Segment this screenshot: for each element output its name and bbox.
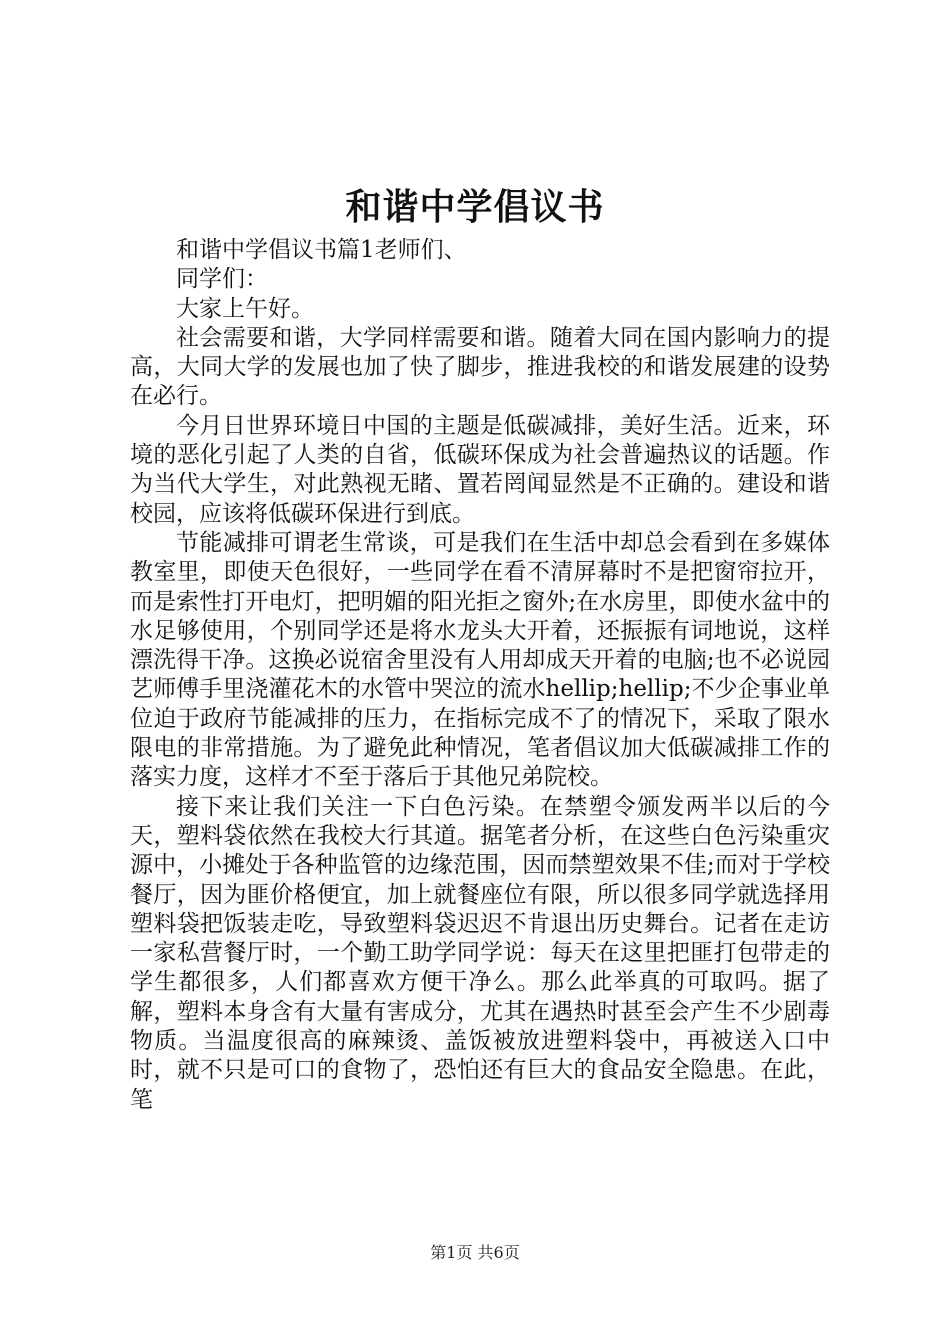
paragraph: 和谐中学倡议书篇1老师们、 [176,237,467,263]
document-body [130,236,830,1115]
paragraph: 今月日世界环境日中国的主题是低碳减排，美好生活。近来，环境的恶化引起了人类的自省，低碳环保成为社会普遍热议的话题。作为当代大学生，对此熟视无睹、置若罔闻显然是不正确的。建设和谐校园，应该将低碳环保进行到底。 [130,412,830,527]
paragraph: 接下来让我们关注一下白色污染。在禁塑令颁发两半以后的今天，塑料袋依然在我校大行其道。据笔者分析，在这些白色污染重灾源中，小摊处于各种监管的边缘范围，因而禁塑效果不佳;而对于学校餐厅，因为匪价格便宜，加上就餐座位有限，所以很多同学就选择用塑料袋把饭装走吃，导致塑料袋迟迟不肯退出历史舞台。记者在走访一家私营餐厅时，一个勤工助学同学说：每天在这里把匪打包带走的学生都很多，人们都喜欢方便干净么。那么此举真的可取吗。据了解，塑料本身含有大量有害成分，尤其在遇热时甚至会产生不少剧毒物质。当温度很高的麻辣烫、盖饭被放进塑料袋中，再被送入口中时，就不只是可口的食物了，恐怕还有巨大的食品安全隐患。在此，笔 [130,793,830,1113]
page-footer: 第1页 共6页 [430,1243,520,1262]
paragraph: 社会需要和谐，大学同样需要和谐。随着大同在国内影响力的提高，大同大学的发展也加了快了脚步，推进我校的和谐发展建的设势在必行。 [130,324,830,410]
paragraph: 同学们： [176,266,268,293]
document-title: 和谐中学倡议书 [345,186,605,228]
paragraph: 大家上午好。 [176,295,314,322]
paragraph: 节能减排可谓老生常谈，可是我们在生活中却总会看到在多媒体教室里，即使天色很好，一些同学在看不清屏幕时不是把窗帘拉开，而是索性打开电灯，把明媚的阳光拒之窗外;在水房里，即使水盆中的水足够使用，个别同学还是将水龙头大开着，还振振有词地说，这样漂洗得干净。这换必说宿舍里没有人用却成天开着的电脑;也不必说园艺师傅手里浇灌花木的水管中哭泣的流水hellip;hellip;不少企事业单位迫于政府节能减排的压力，在指标完成不了的情况下，采取了限水限电的非常措施。为了避免此种情况，笔者倡议加大低碳减排工作的落实力度，这样才不至于落后于其他兄弟院校。 [130,529,830,791]
